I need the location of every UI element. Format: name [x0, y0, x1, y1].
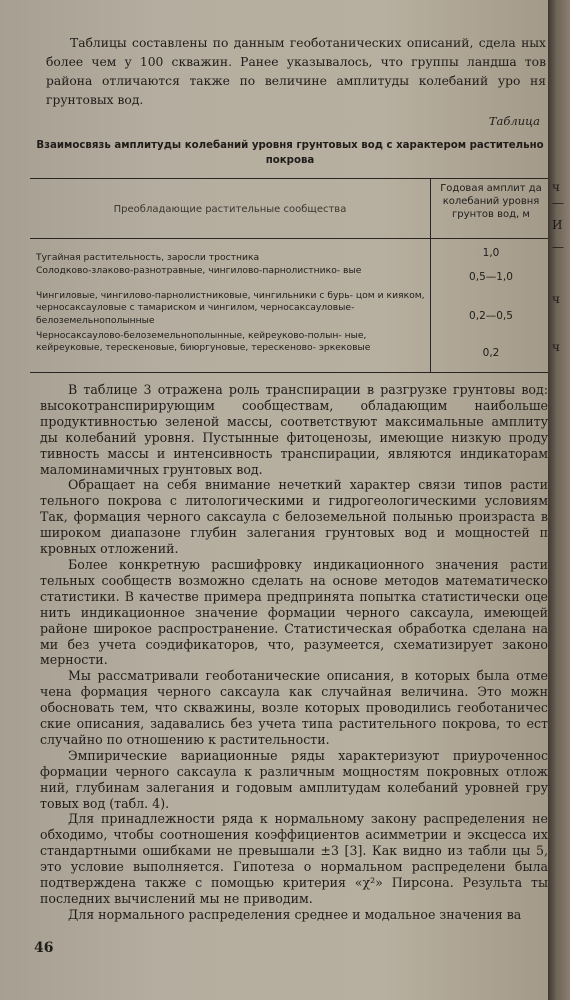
- table-bottom-rule: [30, 372, 548, 373]
- table-row-value: 0,2—0,5: [469, 310, 513, 322]
- table-header-rule: [30, 238, 548, 239]
- paragraph: В таблице 3 отражена роль транспирации в разгрузке грунтовы вод: высокотранспирирующим сообществам, обладающим наибольше продуктивностью зеленой массы, соответствуют максимальные амплиту ды колебаний уровня. Пустынные фитоценозы, имеющие низкую проду тивность массы и интенсивность транспирации, являются индикаторам маломинамичных грунтовых вод.: [40, 382, 548, 477]
- table-header-communities: Преобладающие растительные сообщества: [113, 204, 347, 215]
- edge-text: ч: [552, 292, 560, 306]
- table-row-label: Черносаксаулово-белоземельнополынные, кейреуково-полын- ные, кейреуковые, терескеновые, биюргуновые, терескеново- эркековые: [36, 330, 371, 354]
- table-row-value: 1,0: [482, 247, 500, 259]
- body-text: [40, 382, 548, 923]
- table-row-label: Чингиловые, чингилово-парнолистниковые, чингильники с бурь- цом и кияком, черносаксауловые с тамариском и чингилом, черносаксауловые-белоземельнополынные: [36, 290, 425, 326]
- table-caption: Таблица: [488, 114, 540, 128]
- paragraph: Более конкретную расшифровку индикационного значения расти тельных сообществ возможно сделать на основе методов математическо статистики. В качестве примера предпринята попытка статистически оце нить индикационное значение формации черного саксаула, имеющей районе широкое распространение. Статистическая обработка сделана на ми без учета соэдификаторов, что, разумеется, схематизирует законо мерности.: [40, 556, 548, 668]
- paragraph: Мы рассматривали геоботанические описания, в которых была отме чена формация черного саксаула как случайная величина. Это можн обосновать тем, что скважины, возле которых проводились геоботаничес ские описания, задавались без учета типа растительного покрова, то ест случайно по отношению к растительности.: [40, 668, 548, 747]
- edge-text: ч: [552, 180, 560, 194]
- table-row-value: 0,2: [482, 347, 500, 359]
- table-row-value: 0,5—1,0: [469, 271, 513, 283]
- table-column-divider: [430, 179, 431, 372]
- edge-text: ч: [552, 340, 560, 354]
- table-row-label: Тугайная растительность, заросли тростника: [36, 252, 260, 263]
- table-row-label: Солодково-злаково-разнотравные, чингилово-парнолистнико- вые: [36, 265, 362, 276]
- edge-text: —: [552, 196, 564, 210]
- edge-text: И: [552, 218, 563, 232]
- page-number: 46: [34, 940, 54, 956]
- paragraph: Эмпирические вариационные ряды характеризуют приуроченнос формации черного саксаула к различным мощностям покровных отлож ний, глубинам залегания и годовым амплитудам колебаний уровней гру товых вод (табл. 4).: [40, 747, 548, 811]
- paragraph: Обращает на себя внимание нечеткий характер связи типов расти тельного покрова с литологическими и гидрогеологическими условиям Так, формация черного саксаула с белоземельной полынью произраста в широком диапазоне глубин залегания грунтовых вод и мощностей п кровных отложений.: [40, 477, 548, 557]
- intro-paragraph: [46, 34, 546, 110]
- book-spine-shadow: [548, 0, 570, 1000]
- table-header-amplitude: Годовая амплит да колебаний уровня грунтов вод, м: [440, 183, 542, 220]
- paragraph: Для нормального распределения среднее и модальное значения ва: [68, 906, 522, 922]
- table-top-rule: [30, 178, 548, 179]
- intro-text: Таблицы составлены по данным геоботанических описаний, сдела ных более чем у 100 скважин. Ранее указывалось, что группы ландша тов района отличаются также по величине амплитуды колебаний уро ня грунтовых вод.: [46, 36, 546, 107]
- edge-text: —: [552, 240, 564, 254]
- paragraph: Для принадлежности ряда к нормальному закону распределения не обходимо, чтобы соотношения коэффициентов асимметрии и эксцесса их стандартными ошибками не превышали ±3 [3]. Как видно из табли цы 5, это условие выполняется. Гипотеза о нормальном распределени была подтверждена также с помощью критерия «χ²» Пирсона. Результа ты последних вычислений мы не приводим.: [40, 811, 548, 906]
- table-title: Взаимосвязь амплитуды колебаний уровня грунтовых вод с характером растительно покрова: [36, 140, 544, 166]
